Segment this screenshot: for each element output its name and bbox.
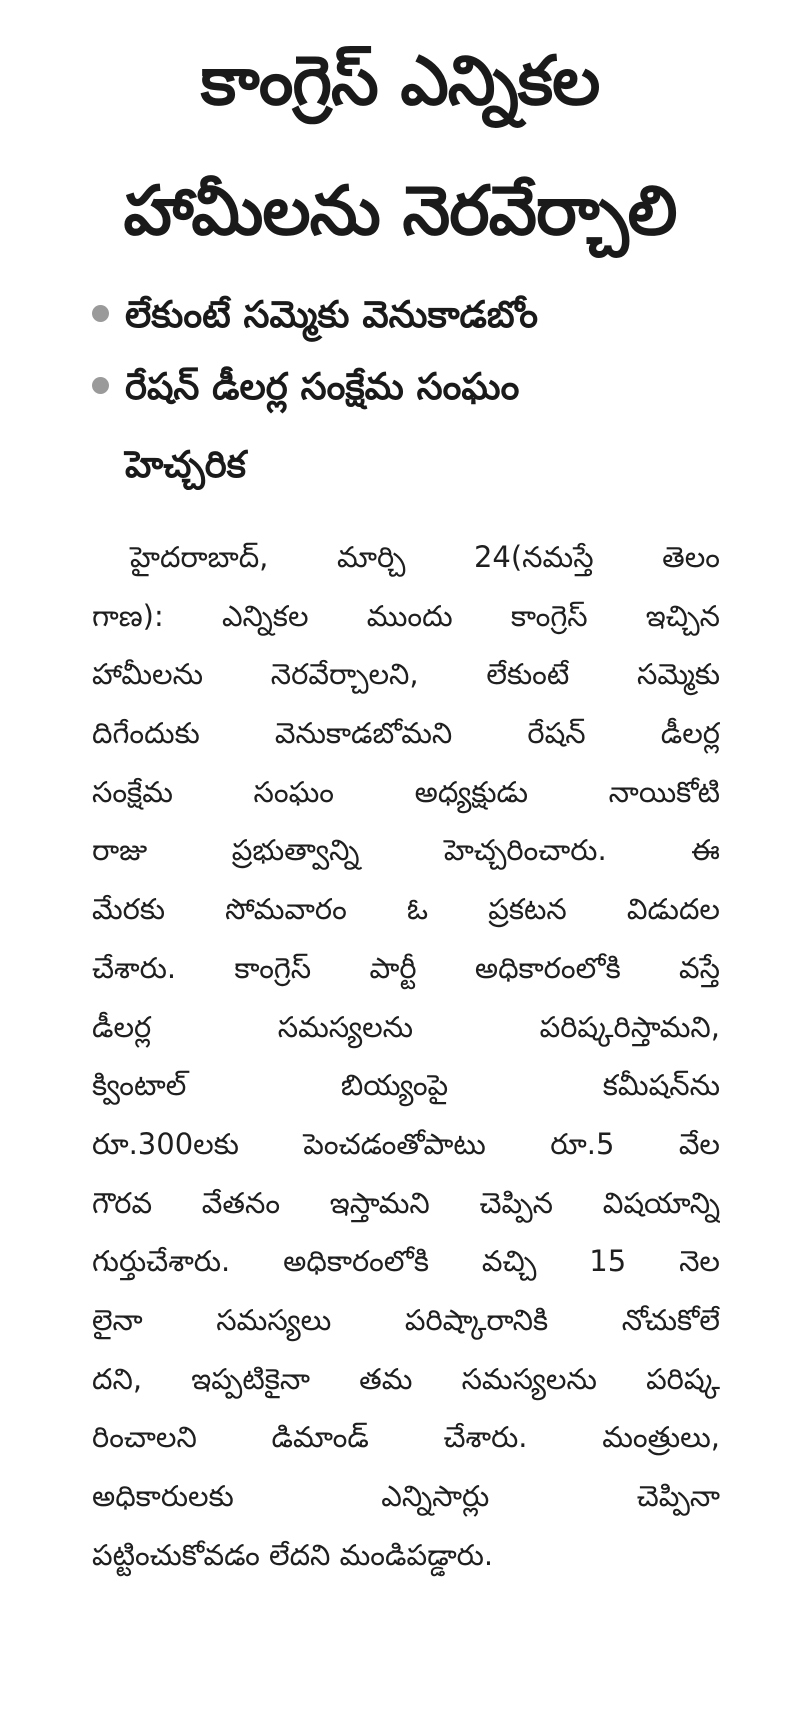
body-line: చేశారు. కాంగ్రెస్ పార్టీ అధికారంలోకి వస్తే bbox=[92, 950, 720, 985]
body-line: డీలర్ల సమస్యలను పరిష్కరిస్తామని, bbox=[92, 1009, 720, 1044]
body-line: గుర్తుచేశారు. అధికారంలోకి వచ్చి 15 నెల bbox=[92, 1244, 720, 1279]
body-line: గాణ): ఎన్నికల ముందు కాంగ్రెస్ ఇచ్చిన bbox=[92, 598, 720, 633]
subhead-bullet-1-text: లేకుంటే సమ్మెకు వెనుకాడబోం bbox=[125, 293, 539, 336]
body-line: క్వింటాల్ బియ్యంపై కమీషన్‌ను bbox=[92, 1068, 720, 1103]
body-line: పట్టించుకోవడం లేదని మండిపడ్డారు. bbox=[92, 1537, 494, 1572]
body-line: సంక్షేమ సంఘం అధ్యక్షుడు నాయికోటి bbox=[92, 774, 720, 809]
bullet-dot-icon bbox=[92, 377, 109, 394]
bullet-dot-icon bbox=[92, 305, 109, 322]
body-line: రించాలని డిమాండ్ చేశారు. మంత్రులు, bbox=[92, 1420, 720, 1455]
body-line: అధికారులకు ఎన్నిసార్లు చెప్పినా bbox=[92, 1479, 720, 1513]
subhead-bullet-1 bbox=[92, 280, 752, 350]
body-line: హైదరాబాద్, మార్చి 24(నమస్తే తెలం bbox=[130, 540, 720, 574]
body-line: దని, ఇప్పటికైనా తమ సమస్యలను పరిష్క bbox=[92, 1361, 720, 1396]
subhead-bullet-2-continuation: హెచ్చరిక bbox=[125, 443, 246, 486]
subhead-bullet-2 bbox=[92, 352, 752, 422]
body-line: రాజు ప్రభుత్వాన్ని హెచ్చరించారు. ఈ bbox=[92, 833, 720, 868]
headline-line-2: హామీలను నెరవేర్చాలి bbox=[123, 172, 677, 251]
subhead-bullet-2-text: రేషన్ డీలర్ల సంక్షేమ సంఘం bbox=[125, 365, 520, 408]
article-body bbox=[92, 528, 720, 1584]
body-line: లైనా సమస్యలు పరిష్కారానికి నోచుకోలే bbox=[92, 1302, 720, 1337]
body-line: గౌరవ వేతనం ఇస్తామని చెప్పిన విషయాన్ని bbox=[92, 1185, 720, 1220]
body-line: దిగేందుకు వెనుకాడబోమని రేషన్ డీలర్ల bbox=[92, 716, 720, 751]
body-line: హామీలను నెరవేర్చాలని, లేకుంటే సమ్మెకు bbox=[92, 657, 720, 692]
body-line: రూ.300లకు పెంచడంతోపాటు రూ.5 వేల bbox=[92, 1126, 720, 1161]
body-line: మేరకు సోమవారం ఓ ప్రకటన విడుదల bbox=[92, 892, 720, 927]
headline-line-1: కాంగ్రెస్ ఎన్నికల bbox=[200, 42, 600, 121]
